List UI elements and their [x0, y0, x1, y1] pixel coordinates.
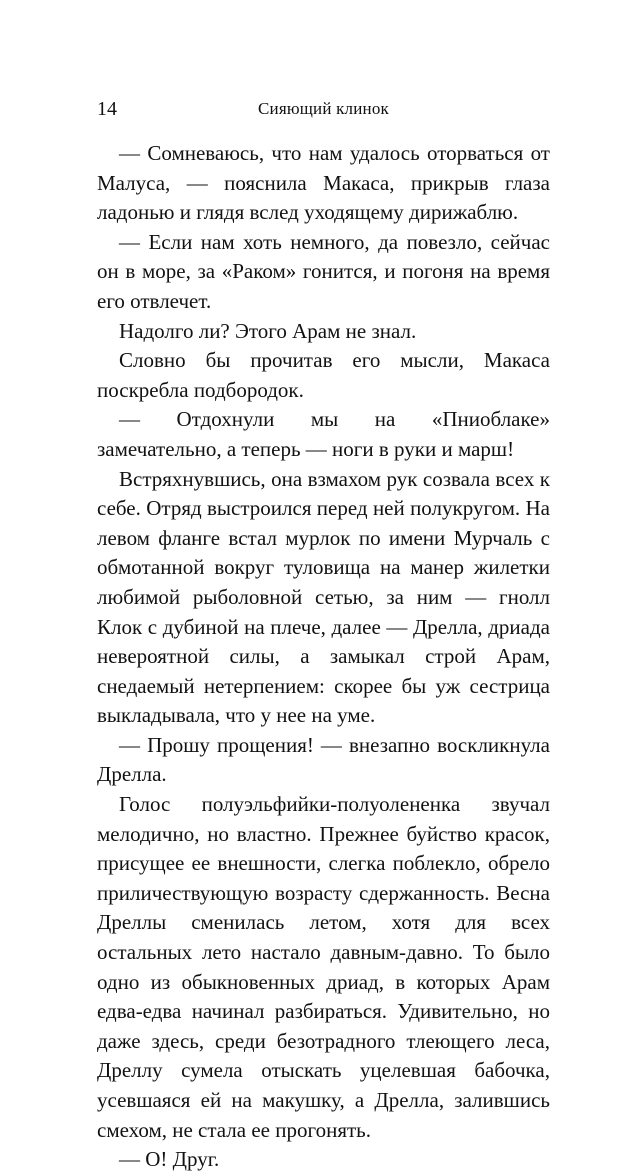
running-title: Сияющий клинок — [258, 99, 389, 118]
paragraph: — Прошу прощения! — внезапно воскликнула Дрелла. — [97, 732, 550, 787]
paragraph: Надолго ли? Этого Арам не знал. — [119, 318, 417, 343]
page-number: 14 — [97, 98, 117, 120]
paragraph: — О! Друг. — [119, 1147, 220, 1172]
body-text — [97, 139, 550, 1175]
paragraph: Встряхнувшись, она взмахом рук созвала всех к себе. Отряд выстроился перед ней полукругом. На левом фланге встал мурлок по имени Мурчаль с обмотанной вокруг туловища на манер жилетки любимой рыболовной сетью, за ним — гнолл Клок с дубиной на плече, далее — Дрелла, дриада невероятной силы, а замыкал строй Арам, снедаемый нетерпением: скорее бы уж сестрица выкладывала, что у нее на уме. — [97, 466, 550, 728]
paragraph: — Если нам хоть немного, да повезло, сейчас он в море, за «Раком» гонится, и погоня на время его отвлечет. — [97, 229, 550, 313]
paragraph: Голос полуэльфийки-полуолененка звучал мелодично, но властно. Прежнее буйство красок, присущее ее внешности, слегка поблекло, обрело приличествующую возрасту сдержанность. Весна Дреллы сменилась летом, хотя для всех остальных лето настало давным-давно. То было одно из обыкновенных дриад, в которых Арам едва-едва начинал разбираться. Удивительно, но даже здесь, среди безотрадного тлеющего леса, Дреллу сумела отыскать уцелевшая бабочка, усевшаяся ей на макушку, а Дрелла, залившись смехом, не стала ее прогонять. — [97, 792, 550, 1142]
paragraph: Словно бы прочитав его мысли, Макаса поскребла подбородок. — [97, 348, 550, 402]
paragraph: — Сомневаюсь, что нам удалось оторваться от Малуса, — пояснила Макаса, прикрыв глаза ладонью и глядя вслед уходящему дирижаблю. — [97, 141, 550, 225]
page-header — [97, 96, 550, 122]
paragraph: — Отдохнули мы на «Пниоблаке» замечательно, а теперь — ноги в руки и марш! — [97, 407, 550, 461]
